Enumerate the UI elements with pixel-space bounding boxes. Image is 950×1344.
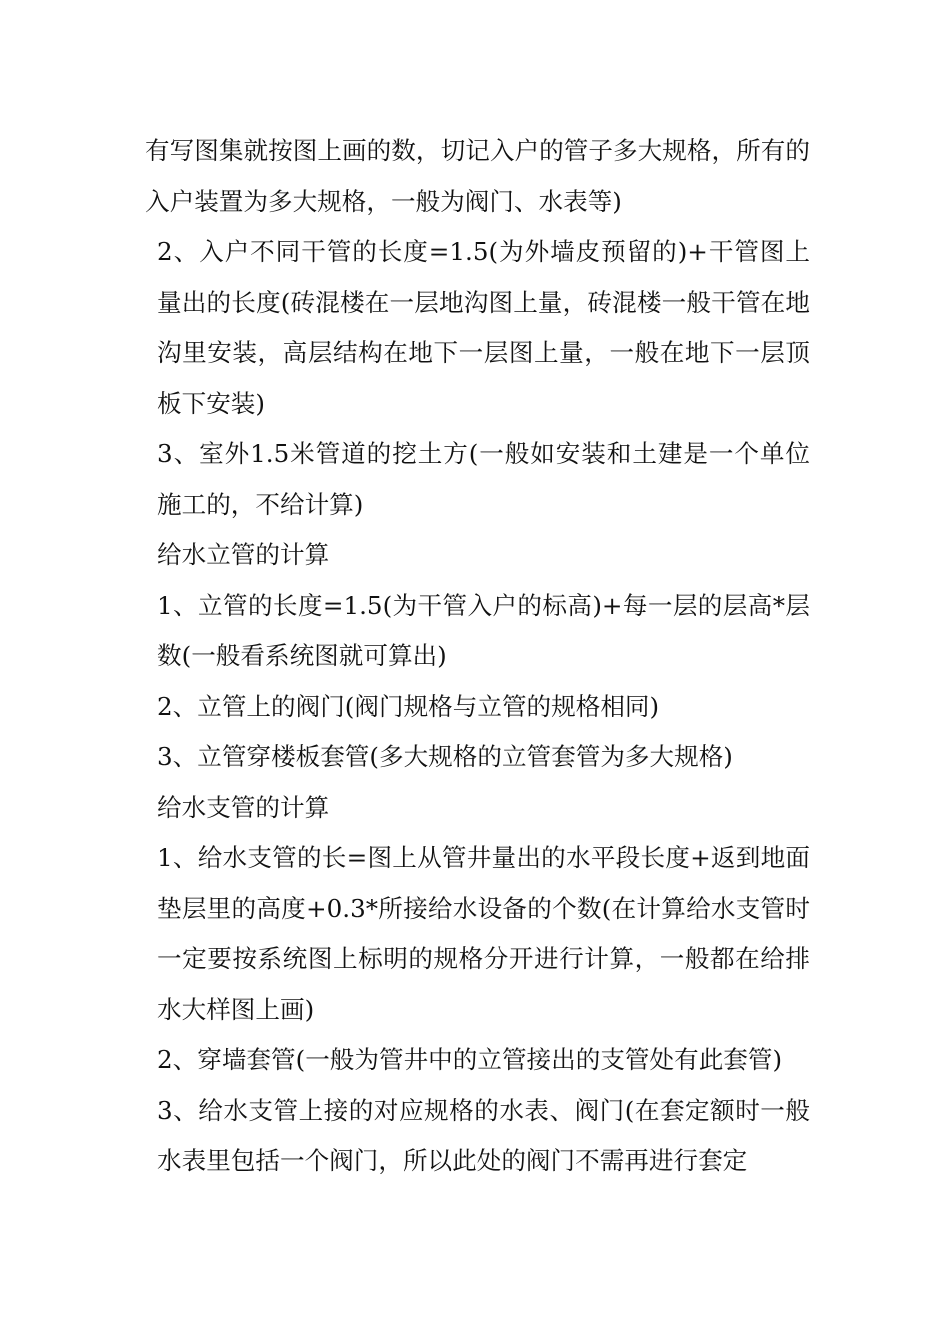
section-heading-riser: 给水立管的计算 <box>157 540 330 569</box>
paragraph-riser-length: 1、立管的长度=1.5(为干管入户的标高)+每一层的层高*层数(一般看系统图就可算出) <box>157 590 810 670</box>
document-body <box>145 126 810 1187</box>
paragraph-branch-length: 1、给水支管的长=图上从管井量出的水平段长度+返到地面垫层里的高度+0.3*所接给水设备的个数(在计算给水支管时一定要按系统图上标明的规格分开进行计算，一般都在给排水大样图上画) <box>157 843 810 1024</box>
paragraph-riser-sleeve: 3、立管穿楼板套管(多大规格的立管套管为多大规格) <box>157 742 733 771</box>
paragraph-meter-valve: 3、给水支管上接的对应规格的水表、阀门(在套定额时一般水表里包括一个阀门，所以此处的阀门不需再进行套定 <box>157 1095 810 1175</box>
paragraph-outdoor-excavation: 3、室外1.5米管道的挖土方(一般如安装和土建是一个单位施工的，不给计算) <box>157 439 810 519</box>
section-heading-branch: 给水支管的计算 <box>157 792 330 822</box>
paragraph-trunk-pipe-length: 2、入户不同干管的长度=1.5(为外墙皮预留的)+干管图上量出的长度(砖混楼在一层地沟图上量，砖混楼一般干管在地沟里安装，高层结构在地下一层图上量，一般在地下一层顶板下安装) <box>157 237 810 418</box>
paragraph-wall-sleeve: 2、穿墙套管(一般为管井中的立管接出的支管处有此套管) <box>157 1045 783 1074</box>
paragraph-intro-continuation: 有写图集就按图上画的数，切记入户的管子多大规格，所有的入户装置为多大规格，一般为阀门、水表等) <box>145 136 810 216</box>
paragraph-riser-valve: 2、立管上的阀门(阀门规格与立管的规格相同) <box>157 691 660 721</box>
